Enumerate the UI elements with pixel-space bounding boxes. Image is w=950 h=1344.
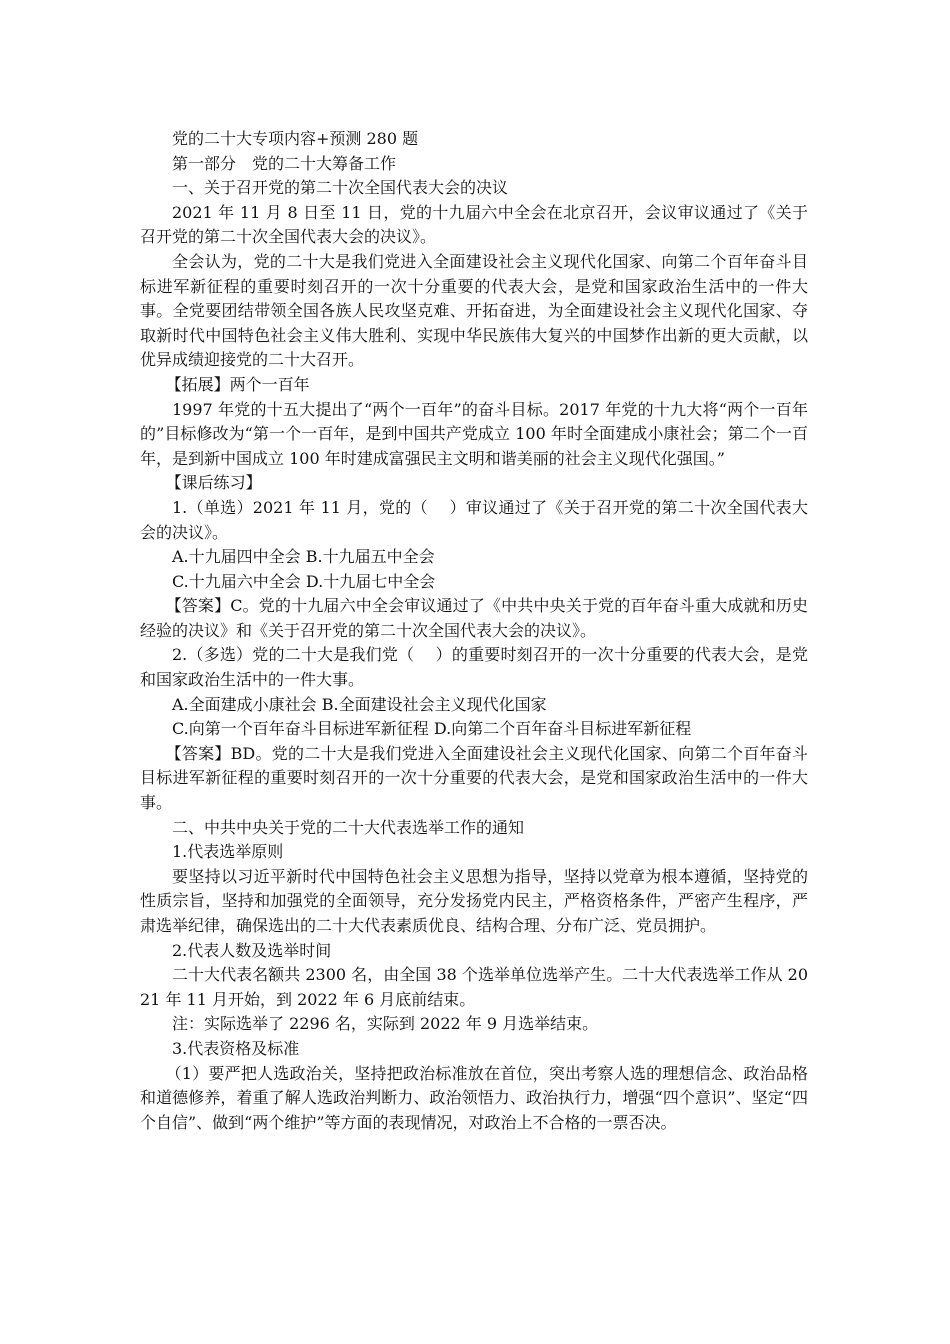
paragraph: 2021 年 11 月 8 日至 11 日，党的十九届六中全会在北京召开，会议审议通过了《关于召开党的第二十次全国代表大会的决议》。 <box>140 202 808 247</box>
paragraph: 要坚持以习近平新时代中国特色社会主义思想为指导，坚持以党章为根本遵循，坚持党的性质宗旨，坚持和加强党的全面领导，充分发扬党内民主，严格资格条件，严密产生程序，严肃选举纪律，确保选出的二十大代表素质优良、结构合理、分布广泛、党员拥护。 <box>140 866 808 935</box>
paragraph: 1997 年党的十五大提出了“两个一百年”的奋斗目标。2017 年党的十九大将“两个一百年的”目标修改为“第一个一百年，是到中国共产党成立 100 年时全面建成小康社会；第二个一百年，是到新中国成立 100 年时建成富强民主文明和谐美丽的社会主义现代化强国。” <box>140 399 808 468</box>
question-2-answer: 【答案】BD。党的二十大是我们党进入全面建设社会主义现代化国家、向第二个百年奋斗目标进军新征程的重要时刻召开的一次十分重要的代表大会，是党和国家政治生活中的一件大事。 <box>140 743 808 813</box>
question-2: 2.（多选）党的二十大是我们党（ ）的重要时刻召开的一次十分重要的代表大会，是党和国家政治生活中的一件大事。 <box>140 645 808 690</box>
paragraph: （1）要严把人选政治关，坚持把政治标准放在首位，突出考察人选的理想信念、政治品格和道德修养，着重了解人选政治判断力、政治领悟力、政治执行力，增强“四个意识”、坚定“四个自信”、做到“两个维护”等方面的表现情况，对政治上不合格的一票否决。 <box>140 1063 808 1132</box>
subsection-heading: 2.代表人数及选举时间 <box>172 940 332 960</box>
question-1-options-ab: A.十九届四中全会 B.十九届五中全会 <box>172 547 435 567</box>
part-heading: 第一部分 党的二十大筹备工作 <box>172 153 397 173</box>
practice-heading: 【课后练习】 <box>165 473 262 493</box>
paragraph: 全会认为，党的二十大是我们党进入全面建设社会主义现代化国家、向第二个百年奋斗目标进军新征程的重要时刻召开的一次十分重要的代表大会，是党和国家政治生活中的一件大事。全党要团结带领全国各族人民攻坚克难、开拓奋进，为全面建设社会主义现代化国家、夺取新时代中国特色社会主义伟大胜利、实现中华民族伟大复兴的中国梦作出新的更大贡献，以优异成绩迎接党的二十大召开。 <box>140 251 808 370</box>
paragraph: 二十大代表名额共 2300 名，由全国 38 个选举单位选举产生。二十大代表选举工作从 2021 年 11 月开始，到 2022 年 6 月底前结束。 <box>140 965 808 1009</box>
subsection-heading: 3.代表资格及标准 <box>172 1038 300 1058</box>
extension-heading: 【拓展】两个一百年 <box>165 374 310 394</box>
question-2-options-ab: A.全面建成小康社会 B.全面建设社会主义现代化国家 <box>172 694 547 714</box>
question-1-options-cd: C.十九届六中全会 D.十九届七中全会 <box>172 571 436 591</box>
question-1-answer: 【答案】C。党的十九届六中全会审议通过了《中共中央关于党的百年奋斗重大成就和历史经验的决议》和《关于召开党的第二十次全国代表大会的决议》。 <box>140 596 808 640</box>
note: 注：实际选举了 2296 名，实际到 2022 年 9 月选举结束。 <box>172 1014 599 1034</box>
section-heading: 二、中共中央关于党的二十大代表选举工作的通知 <box>172 817 525 837</box>
question-1: 1.（单选）2021 年 11 月，党的（ ）审议通过了《关于召开党的第二十次全国代表大会的决议》。 <box>140 497 808 542</box>
section-heading: 一、关于召开党的第二十次全国代表大会的决议 <box>172 178 509 198</box>
subsection-heading: 1.代表选举原则 <box>172 842 284 862</box>
question-2-options-cd: C.向第一个百年奋斗目标进军新征程 D.向第二个百年奋斗目标进军新征程 <box>172 719 692 739</box>
document-title: 党的二十大专项内容+预测 280 题 <box>172 129 419 148</box>
document-body <box>140 127 808 1135</box>
